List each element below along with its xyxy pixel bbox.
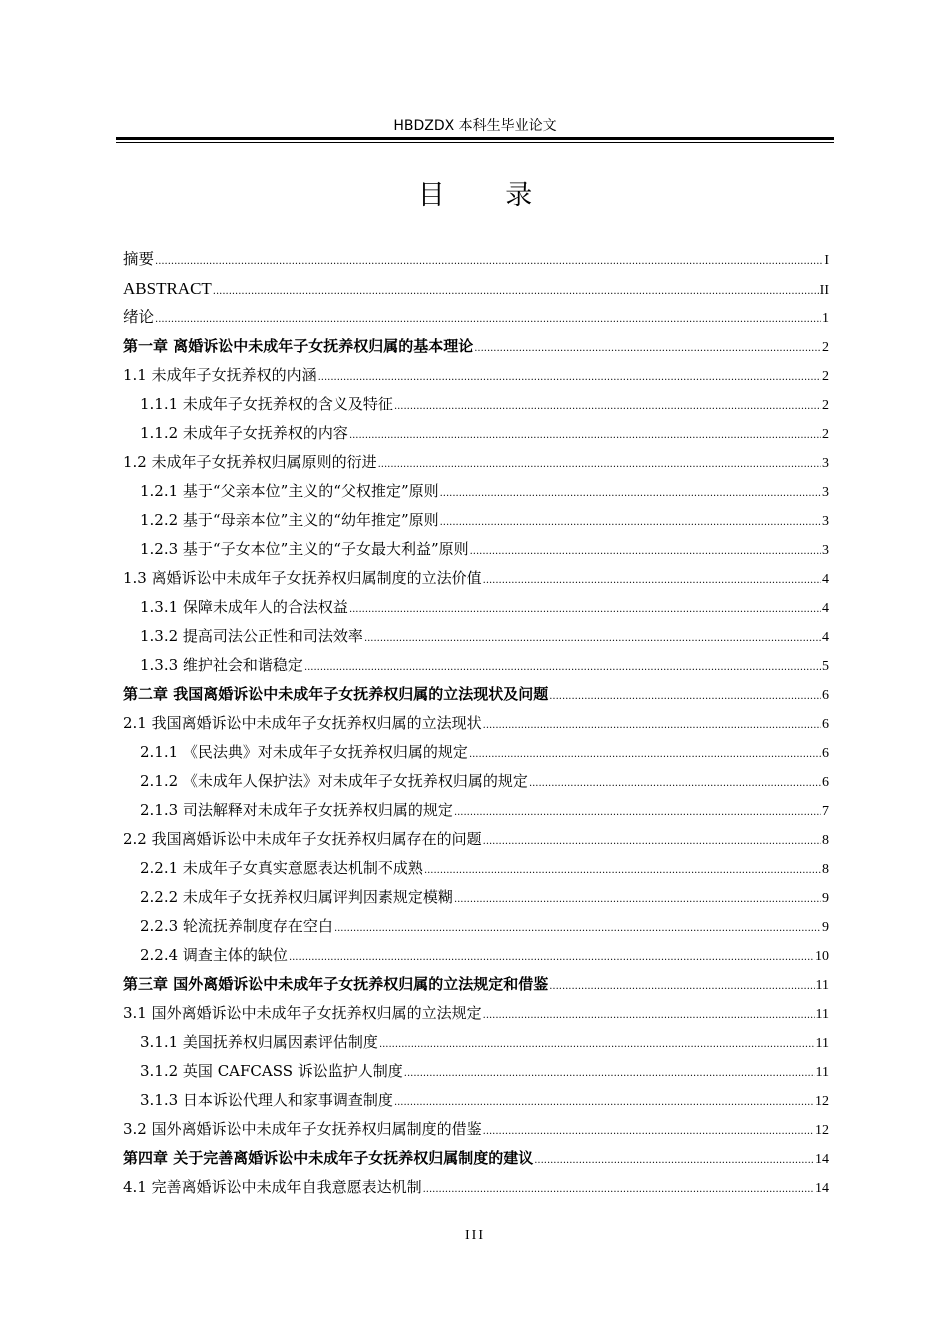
- toc-entry[interactable]: [123, 506, 829, 535]
- toc-entry[interactable]: [123, 651, 829, 680]
- toc-entry-label: 第一章 离婚诉讼中未成年子女抚养权归属的基本理论: [123, 337, 474, 355]
- toc-dot-leader: [549, 682, 821, 711]
- toc-entry-label: 3.1.1 美国抚养权归属因素评估制度: [140, 1033, 378, 1051]
- toc-entry-label: 3.1.3 日本诉讼代理人和家事调查制度: [140, 1091, 393, 1109]
- toc-dot-leader: [424, 856, 821, 885]
- toc-entry-page: 1: [822, 311, 829, 326]
- toc-entry-label: 第四章 关于完善离婚诉讼中未成年子女抚养权归属制度的建议: [123, 1149, 534, 1167]
- toc-entry[interactable]: [123, 796, 829, 825]
- toc-entry[interactable]: [123, 448, 829, 477]
- toc-entry[interactable]: [123, 419, 829, 448]
- toc-dot-leader: [440, 508, 821, 537]
- toc-entry[interactable]: [123, 477, 829, 506]
- toc-entry-label: 2.2.4 调查主体的缺位: [140, 946, 288, 964]
- toc-entry-label: 摘要: [123, 250, 155, 268]
- toc-dot-leader: [529, 769, 821, 798]
- toc-entry-page: 8: [822, 862, 829, 877]
- toc-entry-page: 4: [822, 572, 829, 587]
- toc-entry-page: 6: [822, 717, 829, 732]
- toc-entry-label: 1.1.1 未成年子女抚养权的含义及特征: [140, 395, 393, 413]
- toc-entry[interactable]: [123, 999, 829, 1028]
- toc-entry-label: 2.1.1 《民法典》对未成年子女抚养权归属的规定: [140, 743, 468, 761]
- toc-entry-page: 11: [815, 1007, 829, 1022]
- toc-entry-page: 3: [822, 456, 829, 471]
- toc-entry-label: 2.2.3 轮流抚养制度存在空白: [140, 917, 333, 935]
- toc-entry-label: 第三章 国外离婚诉讼中未成年子女抚养权归属的立法规定和借鉴: [123, 975, 549, 993]
- toc-entry-label: 2.1.2 《未成年人保护法》对未成年子女抚养权归属的规定: [140, 772, 528, 790]
- toc-entry-label: 2.2.1 未成年子女真实意愿表达机制不成熟: [140, 859, 423, 877]
- toc-entry-page: 10: [815, 949, 829, 964]
- toc-dot-leader: [155, 305, 821, 334]
- toc-dot-leader: [394, 1088, 814, 1117]
- toc-entry[interactable]: [123, 825, 829, 854]
- toc-dot-leader: [440, 479, 821, 508]
- toc-entry[interactable]: [123, 1086, 829, 1115]
- toc-entry-label: 2.2 我国离婚诉讼中未成年子女抚养权归属存在的问题: [123, 830, 482, 848]
- toc-entry-page: 9: [822, 920, 829, 935]
- toc-entry-label: 3.2 国外离婚诉讼中未成年子女抚养权归属制度的借鉴: [123, 1120, 482, 1138]
- toc-dot-leader: [549, 972, 814, 1001]
- toc-entry-label: 1.2 未成年子女抚养权归属原则的衍进: [123, 453, 377, 471]
- toc-dot-leader: [483, 1001, 815, 1030]
- toc-entry-label: 1.3.2 提高司法公正性和司法效率: [140, 627, 363, 645]
- toc-entry[interactable]: [123, 1115, 829, 1144]
- toc-entry[interactable]: [123, 303, 829, 332]
- toc-entry-label: 1.1.2 未成年子女抚养权的内容: [140, 424, 348, 442]
- toc-entry-page: 11: [815, 1065, 829, 1080]
- toc-entry-label: 2.2.2 未成年子女抚养权归属评判因素规定模糊: [140, 888, 453, 906]
- toc-entry[interactable]: [123, 390, 829, 419]
- toc-entry-page: 6: [822, 775, 829, 790]
- toc-entry-page: 12: [815, 1094, 829, 1109]
- page-number: III: [465, 1228, 485, 1243]
- toc-dot-leader: [289, 943, 814, 972]
- toc-entry[interactable]: [123, 593, 829, 622]
- toc-entry-page: 2: [822, 369, 829, 384]
- toc-entry[interactable]: [123, 361, 829, 390]
- toc-dot-leader: [155, 247, 823, 276]
- toc-entry-page: 3: [822, 514, 829, 529]
- toc-entry[interactable]: [123, 622, 829, 651]
- toc-entry-page: 2: [822, 398, 829, 413]
- toc-entry-page: 4: [822, 601, 829, 616]
- toc-entry[interactable]: [123, 1173, 829, 1202]
- toc-entry-page: 12: [815, 1123, 829, 1138]
- toc-entry-page: 7: [822, 804, 829, 819]
- toc-entry-label: 3.1.2 英国 CAFCASS 诉讼监护人制度: [140, 1062, 403, 1080]
- toc-entry[interactable]: [123, 1028, 829, 1057]
- toc-dot-leader: [304, 653, 821, 682]
- toc-dot-leader: [349, 595, 821, 624]
- toc-entry-label: 1.1 未成年子女抚养权的内涵: [123, 366, 317, 384]
- toc-dot-leader: [318, 363, 821, 392]
- toc-entry-label: 绪论: [123, 308, 155, 326]
- toc-entry[interactable]: [123, 1144, 829, 1173]
- toc-entry-page: 11: [815, 1036, 829, 1051]
- toc-entry-label: 1.3.1 保障未成年人的合法权益: [140, 598, 348, 616]
- toc-dot-leader: [483, 566, 821, 595]
- toc-entry-page: 5: [822, 659, 829, 674]
- toc-entry[interactable]: [123, 738, 829, 767]
- table-of-contents: [123, 245, 829, 1202]
- toc-dot-leader: [483, 827, 821, 856]
- toc-dot-leader: [349, 421, 821, 450]
- toc-entry-page: 6: [822, 746, 829, 761]
- toc-dot-leader: [483, 711, 821, 740]
- toc-dot-leader: [213, 277, 819, 306]
- toc-entry-label: 1.2.1 基于“父亲本位”主义的“父权推定”原则: [140, 482, 439, 500]
- toc-entry[interactable]: [123, 564, 829, 593]
- toc-entry-label: ABSTRACT: [123, 279, 212, 298]
- toc-entry-label: 1.3.3 维护社会和谐稳定: [140, 656, 303, 674]
- toc-entry[interactable]: [123, 680, 829, 709]
- toc-entry-page: 14: [815, 1181, 829, 1196]
- header-rule-thin: [116, 142, 834, 143]
- toc-entry-page: 9: [822, 891, 829, 906]
- toc-entry-label: 4.1 完善离婚诉讼中未成年自我意愿表达机制: [123, 1178, 422, 1196]
- toc-dot-leader: [474, 334, 821, 363]
- toc-dot-leader: [423, 1175, 814, 1204]
- toc-entry[interactable]: [123, 970, 829, 999]
- toc-entry[interactable]: [123, 535, 829, 564]
- toc-entry-page: 14: [815, 1152, 829, 1167]
- toc-entry-label: 1.2.2 基于“母亲本位”主义的“幼年推定”原则: [140, 511, 439, 529]
- toc-entry-label: 2.1.3 司法解释对未成年子女抚养权归属的规定: [140, 801, 453, 819]
- toc-entry-label: 1.3 离婚诉讼中未成年子女抚养权归属制度的立法价值: [123, 569, 482, 587]
- toc-entry[interactable]: [123, 1057, 829, 1086]
- running-header: HBDZDX 本科生毕业论文: [393, 118, 557, 134]
- toc-dot-leader: [469, 740, 821, 769]
- toc-entry-page: 8: [822, 833, 829, 848]
- toc-entry-page: II: [819, 283, 829, 298]
- toc-dot-leader: [454, 885, 821, 914]
- toc-dot-leader: [534, 1146, 814, 1175]
- toc-dot-leader: [379, 1030, 815, 1059]
- toc-entry[interactable]: [123, 767, 829, 796]
- toc-dot-leader: [404, 1059, 815, 1088]
- toc-dot-leader: [334, 914, 821, 943]
- toc-entry[interactable]: [123, 709, 829, 738]
- toc-entry-page: 4: [822, 630, 829, 645]
- toc-entry[interactable]: [123, 332, 829, 361]
- toc-entry-page: 3: [822, 485, 829, 500]
- toc-entry-label: 1.2.3 基于“子女本位”主义的“子女最大利益”原则: [140, 540, 469, 558]
- toc-entry-page: I: [824, 253, 829, 268]
- toc-dot-leader: [364, 624, 821, 653]
- toc-entry-page: 2: [822, 427, 829, 442]
- toc-dot-leader: [454, 798, 821, 827]
- toc-entry-page: 2: [822, 340, 829, 355]
- toc-entry-page: 11: [815, 978, 829, 993]
- toc-entry[interactable]: [123, 274, 829, 303]
- toc-entry-page: 3: [822, 543, 829, 558]
- toc-entry-page: 6: [822, 688, 829, 703]
- toc-entry[interactable]: [123, 854, 829, 883]
- toc-entry-label: 第二章 我国离婚诉讼中未成年子女抚养权归属的立法现状及问题: [123, 685, 549, 703]
- toc-dot-leader: [470, 537, 821, 566]
- toc-entry-label: 3.1 国外离婚诉讼中未成年子女抚养权归属的立法规定: [123, 1004, 482, 1022]
- toc-title: 目 录: [417, 180, 559, 211]
- toc-entry[interactable]: [123, 912, 829, 941]
- toc-entry[interactable]: [123, 883, 829, 912]
- toc-dot-leader: [394, 392, 821, 421]
- header-rule-thick: [116, 137, 834, 140]
- toc-entry[interactable]: [123, 245, 829, 274]
- toc-entry-label: 2.1 我国离婚诉讼中未成年子女抚养权归属的立法现状: [123, 714, 482, 732]
- toc-entry[interactable]: [123, 941, 829, 970]
- toc-dot-leader: [483, 1117, 814, 1146]
- toc-dot-leader: [378, 450, 821, 479]
